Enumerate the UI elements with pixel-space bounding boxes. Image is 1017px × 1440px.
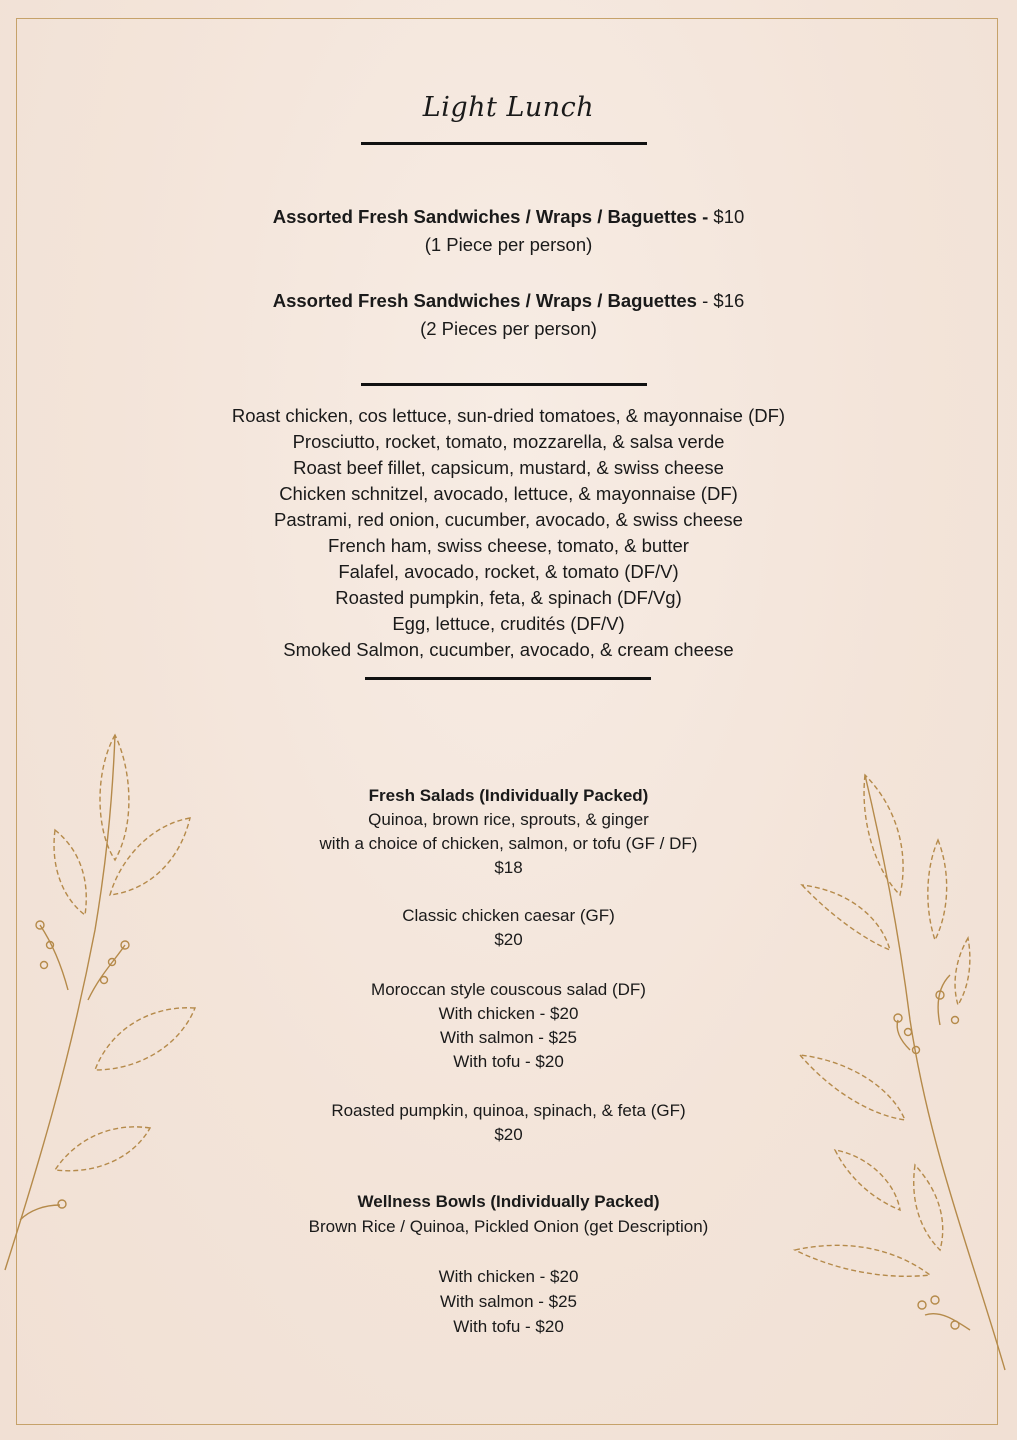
list-item: Roast beef fillet, capsicum, mustard, & swiss cheese [293, 457, 724, 478]
salads-section [0, 784, 1017, 1147]
offer-price: $10 [713, 206, 745, 227]
bowls-description: Brown Rice / Quinoa, Pickled Onion (get Description) [308, 1217, 709, 1236]
title-underline [361, 142, 647, 145]
fillings-list [0, 403, 1017, 663]
bowl-option: With salmon - $25 [440, 1292, 577, 1311]
bowl-option: With chicken - $20 [438, 1267, 579, 1286]
list-item: Smoked Salmon, cucumber, avocado, & cream cheese [283, 639, 734, 660]
quinoa-salad-line1: Quinoa, brown rice, sprouts, & ginger [368, 810, 649, 829]
list-item: French ham, swiss cheese, tomato, & butter [328, 535, 689, 556]
bowl-option: With tofu - $20 [453, 1317, 564, 1336]
divider [365, 677, 651, 680]
divider [361, 383, 647, 386]
list-item: Prosciutto, rocket, tomato, mozzarella, & salsa verde [292, 431, 725, 452]
bowls-heading: Wellness Bowls (Individually Packed) [357, 1192, 660, 1211]
sandwich-offer-1 [0, 204, 1017, 230]
sandwich-offer-2-note: (2 Pieces per person) [420, 318, 597, 339]
pumpkin-salad-price: $20 [494, 1125, 523, 1144]
offer-name: Assorted Fresh Sandwiches / Wraps / Baguettes - [272, 206, 714, 227]
couscous-option: With chicken - $20 [438, 1004, 579, 1023]
list-item: Roast chicken, cos lettuce, sun-dried tomatoes, & mayonnaise (DF) [231, 405, 786, 426]
caesar-salad-name: Classic chicken caesar (GF) [402, 906, 615, 925]
page-title: Light Lunch [422, 92, 595, 123]
list-item: Egg, lettuce, crudités (DF/V) [392, 613, 625, 634]
list-item: Chicken schnitzel, avocado, lettuce, & mayonnaise (DF) [279, 483, 738, 504]
sandwich-offer-2 [0, 288, 1017, 314]
couscous-option: With salmon - $25 [440, 1028, 577, 1047]
caesar-salad-price: $20 [494, 930, 523, 949]
couscous-salad-name: Moroccan style couscous salad (DF) [371, 980, 646, 999]
couscous-option: With tofu - $20 [453, 1052, 564, 1071]
quinoa-salad-line2: with a choice of chicken, salmon, or tofu (GF / DF) [319, 834, 698, 853]
pumpkin-salad-name: Roasted pumpkin, quinoa, spinach, & feta (GF) [331, 1101, 686, 1120]
offer-price: - $16 [696, 290, 745, 311]
list-item: Falafel, avocado, rocket, & tomato (DF/V) [338, 561, 679, 582]
salads-heading: Fresh Salads (Individually Packed) [368, 786, 649, 805]
list-item: Roasted pumpkin, feta, & spinach (DF/Vg) [335, 587, 682, 608]
offer-name: Assorted Fresh Sandwiches / Wraps / Baguettes [272, 290, 697, 311]
bowls-section [0, 1189, 1017, 1339]
list-item: Pastrami, red onion, cucumber, avocado, & swiss cheese [274, 509, 743, 530]
sandwich-offer-1-note: (1 Piece per person) [424, 234, 593, 255]
quinoa-salad-price: $18 [494, 858, 523, 877]
